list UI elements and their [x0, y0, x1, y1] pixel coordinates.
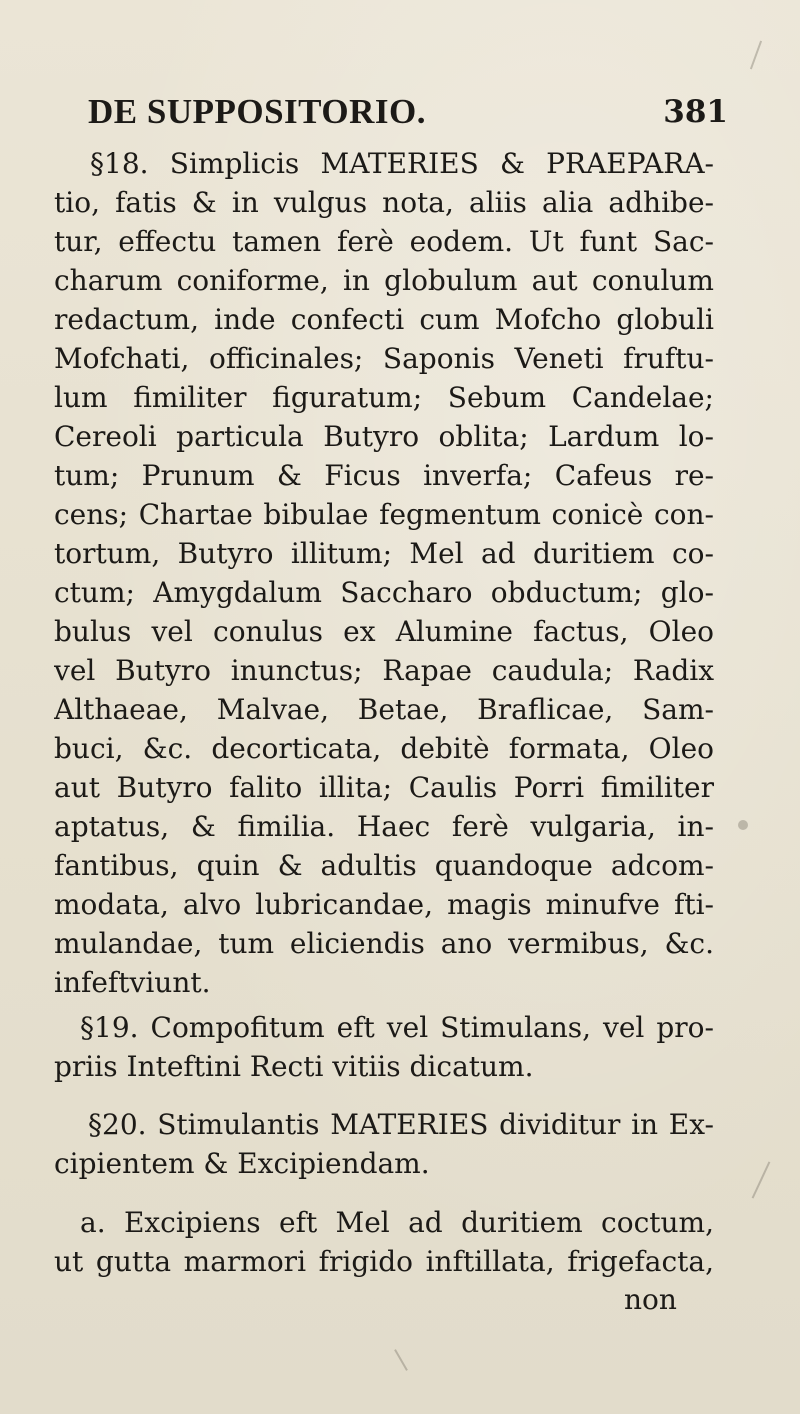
text-line: Cereoli particula Butyro oblita; Lardum lo- — [54, 420, 714, 453]
text-line: modata, alvo lubricandae, magis minufve fti- — [54, 888, 714, 921]
text-line: ut gutta marmori frigido inftillata, frigefacta, — [54, 1245, 714, 1278]
text-line: aut Butyro falito illita; Caulis Porri fimiliter — [54, 771, 714, 804]
text-line: priis Inteftini Recti vitiis dicatum. — [54, 1050, 534, 1083]
page-speck — [394, 1349, 408, 1371]
catchword: non — [624, 1283, 677, 1316]
text-line: vel Butyro inunctus; Rapae caudula; Radix — [54, 654, 714, 687]
text-line: §18. Simplicis MATERIES & PRAEPARA- — [90, 147, 714, 180]
text-line: redactum, inde confecti cum Mofcho globuli — [54, 303, 714, 336]
text-line: Mofchati, officinales; Saponis Veneti fruftu- — [54, 342, 714, 375]
text-line: charum coniforme, in globulum aut conulum — [54, 264, 714, 297]
text-line: buci, &c. decorticata, debitè formata, Oleo — [54, 732, 714, 765]
text-line: §19. Compofitum eft vel Stimulans, vel pro- — [80, 1011, 714, 1044]
text-line: cipientem & Excipiendam. — [54, 1147, 430, 1180]
text-line: ctum; Amygdalum Saccharo obductum; glo- — [54, 576, 714, 609]
text-line: tur, effectu tamen ferè eodem. Ut funt Sac- — [54, 225, 714, 258]
page-speck — [738, 820, 748, 830]
text-line: cens; Chartae bibulae fegmentum conicè con- — [54, 498, 714, 531]
text-line: aptatus, & fimilia. Haec ferè vulgaria, in- — [54, 810, 714, 843]
running-title: DE SUPPOSITORIO. — [88, 92, 426, 131]
page-speck — [752, 1161, 771, 1198]
text-line: a. Excipiens eft Mel ad duritiem coctum, — [80, 1206, 714, 1239]
text-line: tio, fatis & in vulgus nota, aliis alia adhibe- — [54, 186, 714, 219]
page-header — [88, 92, 728, 132]
text-line: fantibus, quin & adultis quandoque adcom- — [54, 849, 714, 882]
text-line: mulandae, tum eliciendis ano vermibus, &c. — [54, 927, 714, 960]
text-line: lum fimiliter figuratum; Sebum Candelae; — [54, 381, 714, 414]
text-line: bulus vel conulus ex Alumine factus, Oleo — [54, 615, 714, 648]
text-line: infeftviunt. — [54, 966, 211, 999]
page-number: 381 — [663, 94, 728, 130]
text-line: tortum, Butyro illitum; Mel ad duritiem co- — [54, 537, 714, 570]
text-line: §20. Stimulantis MATERIES dividitur in Ex- — [88, 1108, 714, 1141]
text-line: tum; Prunum & Ficus inverfa; Cafeus re- — [54, 459, 714, 492]
page-speck — [750, 41, 762, 70]
text-line: Althaeae, Malvae, Betae, Braflicae, Sam- — [54, 693, 714, 726]
